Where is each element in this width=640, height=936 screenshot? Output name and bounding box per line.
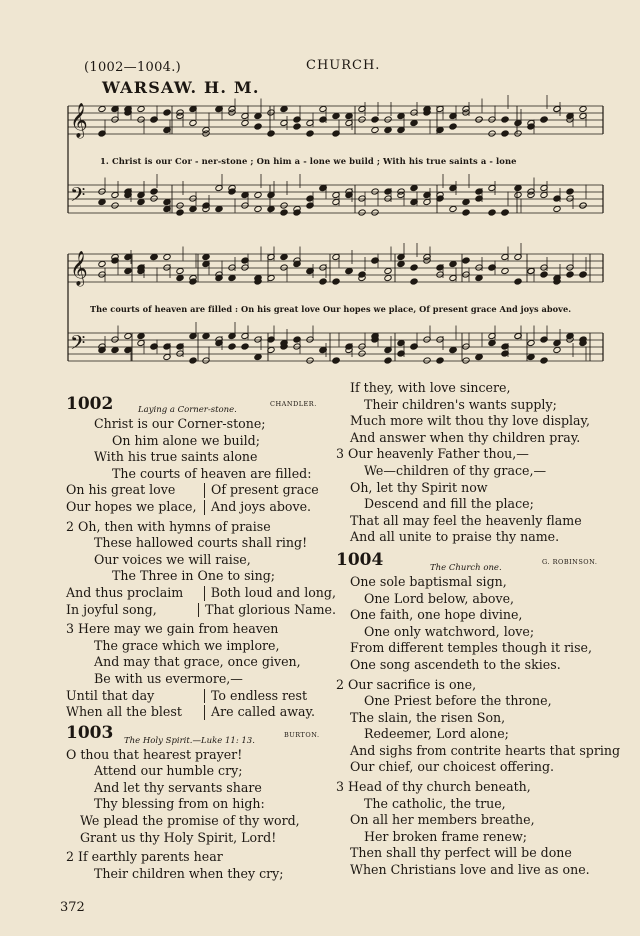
verse-line: In joyful song,	[66, 601, 157, 617]
note-head	[371, 116, 379, 123]
note-head	[384, 274, 392, 281]
note-head	[540, 271, 548, 278]
note-head	[215, 205, 223, 212]
note-head	[358, 350, 366, 357]
verse-line: O thou that hearest prayer!	[66, 746, 243, 762]
note-head	[176, 209, 184, 216]
verse-line: 2 Our sacrifice is one,	[336, 676, 477, 692]
verse-line: That glorious Name.	[205, 601, 336, 617]
verse-line: With his true saints alone	[94, 449, 258, 465]
verse-line: To endless rest	[211, 687, 308, 703]
tune-title: WARSAW. H. M.	[102, 78, 260, 97]
verse-couplet	[66, 688, 336, 705]
verse-line: One Priest before the throne,	[364, 693, 552, 709]
note-head	[189, 205, 197, 212]
verse-line: 3 Head of thy church beneath,	[336, 779, 531, 795]
hymn-title: The Holy Spirit.—Luke 11: 13.	[124, 735, 255, 746]
verse-line: One Lord below, above,	[364, 590, 515, 606]
note-head	[267, 130, 275, 137]
note-head	[436, 357, 444, 364]
hymn-author: G. ROBINSON.	[542, 557, 598, 566]
note-head	[488, 339, 496, 346]
note-head	[423, 357, 431, 364]
verse-line: And may that grace, once given,	[94, 654, 301, 670]
note-head	[501, 116, 509, 123]
note-head	[410, 184, 418, 191]
note-head	[280, 209, 288, 216]
note-head	[137, 198, 145, 205]
note-head	[280, 202, 288, 209]
verse-line: Be with us evermore,—	[94, 670, 243, 686]
note-head	[384, 267, 392, 274]
note-head	[540, 357, 548, 364]
hymn-1003-header	[66, 722, 336, 747]
verse-line: 3 Our heavenly Father thou,—	[336, 446, 529, 462]
hymn-number: 1004	[336, 549, 384, 570]
note-head	[241, 343, 249, 350]
bass-clef-icon: 𝄢	[70, 183, 86, 211]
note-head	[228, 274, 236, 281]
note-head	[462, 209, 470, 216]
note-head	[124, 267, 132, 274]
hymn-title: Laying a Corner-stone.	[138, 405, 237, 415]
verse-line: Christ is our Corner-stone;	[94, 416, 266, 431]
verse-line: One faith, one hope divine,	[350, 607, 523, 623]
note-head	[98, 198, 106, 205]
note-head	[579, 105, 587, 112]
note-head	[449, 205, 457, 212]
note-head	[293, 123, 301, 130]
note-head	[527, 339, 535, 346]
note-head	[358, 209, 366, 216]
treble-clef-icon: 𝄞	[70, 103, 88, 138]
lyric-line-1: 1. Christ is our Cor - ner-stone ; On him a - lone we build ; With his true saints a - lone	[100, 156, 517, 166]
verse-line: We—children of thy grace,—	[364, 462, 547, 478]
note-head	[514, 184, 522, 191]
note-head	[332, 112, 340, 119]
note-head	[514, 278, 522, 285]
bass-clef-icon: 𝄢	[70, 331, 86, 359]
note-head	[176, 202, 184, 209]
verse-line: Their children when they cry;	[94, 865, 284, 881]
note-head	[397, 260, 405, 267]
note-head	[124, 332, 132, 339]
verse-line: Her broken frame renew;	[364, 828, 527, 844]
section-title: CHURCH.	[306, 58, 381, 73]
note-head	[449, 123, 457, 130]
verse-line: These hallowed courts shall ring!	[94, 535, 308, 551]
page-number: 372	[60, 900, 85, 915]
note-head	[189, 357, 197, 364]
note-head	[228, 343, 236, 350]
note-head	[384, 126, 392, 133]
note-head	[137, 332, 145, 339]
hymn-number: 1002	[66, 394, 114, 414]
verse-line: And joys above.	[211, 498, 312, 514]
hymn-author: CHANDLER.	[270, 400, 317, 408]
note-head	[566, 188, 574, 195]
verse-line: 3 Here may we gain from heaven	[66, 621, 279, 637]
verse-line: On him alone we build;	[112, 432, 260, 448]
hymn-author: BURTON.	[284, 730, 320, 739]
note-head	[267, 205, 275, 212]
note-head	[254, 112, 262, 119]
treble-clef-icon: 𝄞	[70, 251, 88, 286]
verse-line: Both loud and long,	[210, 584, 336, 600]
verse-line: 2 If earthly parents hear	[66, 849, 223, 865]
verse-line: And answer when thy children pray.	[350, 429, 581, 445]
verse-line: Descend and fill the place;	[364, 496, 534, 512]
note-head	[280, 253, 288, 260]
note-head	[462, 357, 470, 364]
note-head	[475, 116, 483, 123]
verse-line: We plead the promise of thy word,	[80, 813, 300, 829]
note-head	[345, 267, 353, 274]
verse-line: Oh, let thy Spirit now	[350, 479, 488, 495]
note-head	[488, 130, 496, 137]
verse-line: When all the blest	[66, 704, 182, 720]
note-head	[306, 130, 314, 137]
verse-line: When Christians love and live as one.	[350, 862, 590, 878]
verse-couplet	[66, 704, 336, 721]
verse-line: Of present grace	[211, 482, 319, 498]
note-head	[137, 105, 145, 112]
note-head	[553, 205, 561, 212]
note-head	[254, 191, 262, 198]
note-head	[410, 278, 418, 285]
verse-line: The grace which we implore,	[94, 637, 280, 653]
note-head	[384, 116, 392, 123]
verse-couplet	[66, 585, 336, 602]
verse-line: Their children's wants supply;	[364, 396, 557, 412]
note-head	[163, 253, 171, 260]
note-head	[540, 116, 548, 123]
note-head	[488, 209, 496, 216]
hymn-number: 1003	[66, 722, 114, 743]
verse-line: Our chief, our choicest offering.	[350, 759, 555, 775]
verse-line: On all her members breathe,	[350, 812, 535, 828]
note-head	[501, 267, 509, 274]
verse-line: Until that day	[66, 687, 155, 703]
verse-line: On his great love	[66, 482, 176, 498]
verse-line: The Three in One to sing;	[112, 568, 275, 584]
verse-line: One only watchword, love;	[364, 623, 535, 639]
note-head	[150, 188, 158, 195]
verse-couplet	[66, 499, 336, 516]
verse-couplet	[66, 482, 336, 499]
verse-line: The catholic, the true,	[364, 795, 506, 811]
verse-line: Are called away.	[211, 704, 315, 720]
note-head	[501, 130, 509, 137]
note-head	[254, 353, 262, 360]
note-head	[371, 209, 379, 216]
left-column	[66, 396, 336, 882]
note-head	[254, 205, 262, 212]
note-head	[514, 130, 522, 137]
note-head	[475, 274, 483, 281]
note-head	[150, 253, 158, 260]
note-head	[462, 257, 470, 264]
verse-line: The courts of heaven are filled:	[112, 465, 312, 481]
note-head	[553, 346, 561, 353]
note-head	[566, 271, 574, 278]
verse-line: From different temples though it rise,	[350, 640, 592, 656]
note-head	[254, 123, 262, 130]
note-head	[111, 346, 119, 353]
note-head	[371, 126, 379, 133]
verse-line: Grant us thy Holy Spirit, Lord!	[80, 829, 277, 845]
note-head	[98, 260, 106, 267]
verse-line: One song ascendeth to the skies.	[350, 656, 561, 672]
note-head	[202, 332, 210, 339]
right-column	[336, 380, 626, 879]
note-head	[527, 353, 535, 360]
verse-line: That all may feel the heavenly flame	[350, 512, 582, 528]
hymn-range: (1002—1004.)	[84, 60, 182, 75]
note-head	[98, 105, 106, 112]
note-head	[475, 353, 483, 360]
note-head	[163, 109, 171, 116]
note-head	[384, 357, 392, 364]
note-head	[280, 105, 288, 112]
verse-line: Thy blessing from on high:	[94, 796, 265, 812]
note-head	[514, 191, 522, 198]
note-head	[449, 260, 457, 267]
note-head	[176, 274, 184, 281]
verse-line: If they, with love sincere,	[350, 380, 511, 395]
hymn-1002-header	[66, 396, 336, 416]
verse-line: Redeemer, Lord alone;	[364, 726, 509, 742]
note-head	[358, 116, 366, 123]
verse-line: And all unite to praise thy name.	[350, 529, 560, 545]
note-head	[410, 264, 418, 271]
verse-line: The slain, the risen Son,	[350, 709, 506, 725]
verse-line: Then shall thy perfect will be done	[350, 845, 572, 861]
note-head	[306, 357, 314, 364]
note-head	[150, 195, 158, 202]
verse-line: And sighs from contrite hearts that spring	[350, 742, 621, 758]
note-head	[332, 278, 340, 285]
note-head	[410, 119, 418, 126]
music-score	[0, 0, 640, 380]
note-head	[501, 209, 509, 216]
note-head	[202, 253, 210, 260]
note-head	[176, 267, 184, 274]
verse-line: And let thy servants share	[94, 779, 262, 795]
hymn-1004-header	[336, 549, 626, 574]
verse-line: 2 Oh, then with hymns of praise	[66, 518, 271, 534]
hymn-title: The Church one.	[430, 562, 502, 573]
verse-line: Much more wilt thou thy love display,	[350, 413, 591, 429]
note-head	[579, 271, 587, 278]
note-head	[579, 202, 587, 209]
verse-line: Attend our humble cry;	[94, 763, 243, 779]
note-head	[462, 198, 470, 205]
verse-couplet	[66, 602, 336, 619]
note-head	[189, 119, 197, 126]
lyric-line-2: The courts of heaven are filled : On his great love Our hopes we place, Of present grace And joys above.	[90, 304, 572, 314]
note-head	[111, 202, 119, 209]
verse-line: Our voices we will raise,	[94, 551, 251, 567]
verse-line: Our hopes we place,	[66, 498, 197, 514]
note-head	[241, 119, 249, 126]
verse-line: One sole baptismal sign,	[350, 573, 507, 589]
note-head	[319, 278, 327, 285]
verse-line: And thus proclaim	[66, 584, 184, 600]
